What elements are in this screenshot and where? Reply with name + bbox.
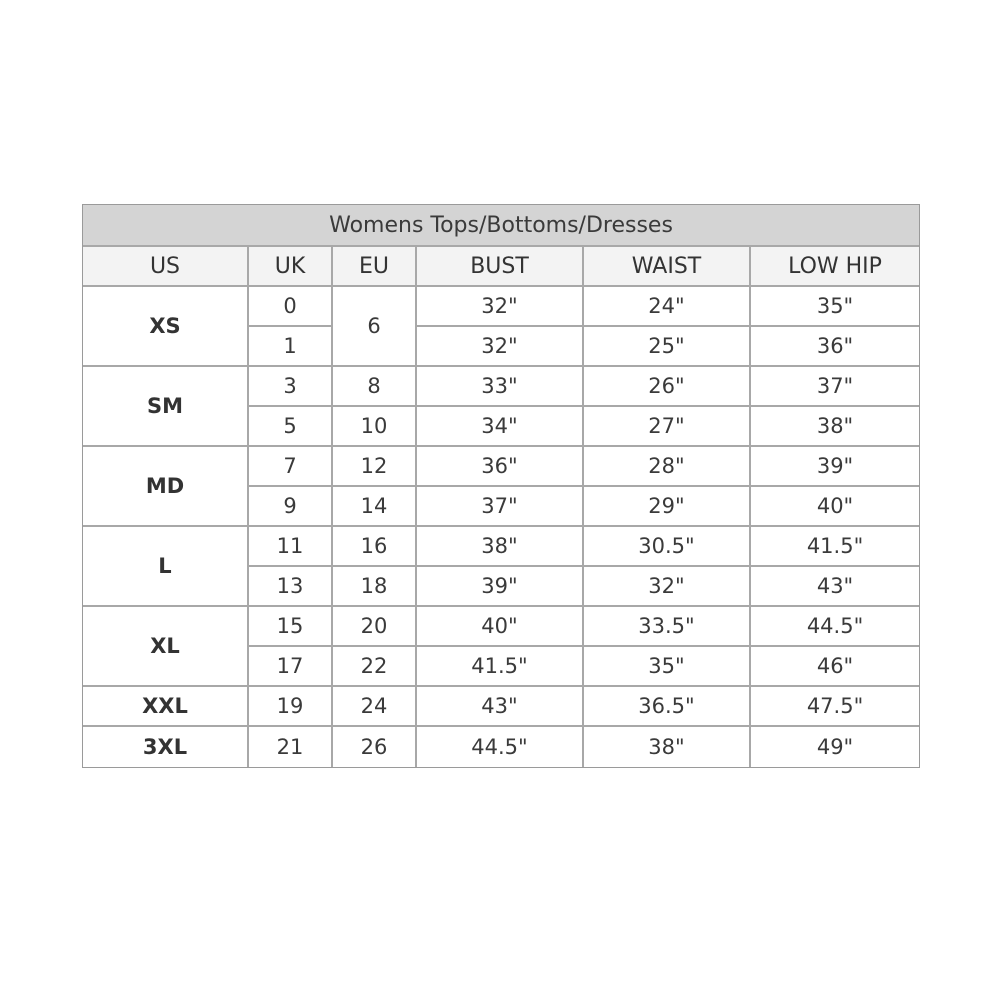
uk-size-cell: 13 — [249, 567, 333, 607]
eu-size-cell: 18 — [333, 567, 417, 607]
bust-cell: 43" — [417, 687, 584, 727]
low-hip-cell: 38" — [751, 407, 919, 447]
eu-size-cell: 6 — [333, 287, 417, 367]
low-hip-cell: 41.5" — [751, 527, 919, 567]
us-size-cell: XL — [83, 607, 249, 687]
us-size-cell: MD — [83, 447, 249, 527]
eu-size-cell: 16 — [333, 527, 417, 567]
us-size-cell: L — [83, 527, 249, 607]
uk-size-cell: 15 — [249, 607, 333, 647]
bust-cell: 39" — [417, 567, 584, 607]
table-row — [83, 607, 919, 647]
bust-cell: 36" — [417, 447, 584, 487]
waist-cell: 35" — [584, 647, 751, 687]
low-hip-cell: 44.5" — [751, 607, 919, 647]
waist-cell: 29" — [584, 487, 751, 527]
uk-size-cell: 19 — [249, 687, 333, 727]
table-row — [83, 367, 919, 407]
table-row — [83, 527, 919, 567]
table-row — [83, 447, 919, 487]
eu-size-cell: 14 — [333, 487, 417, 527]
bust-cell: 41.5" — [417, 647, 584, 687]
eu-size-cell: 22 — [333, 647, 417, 687]
bust-cell: 34" — [417, 407, 584, 447]
waist-cell: 28" — [584, 447, 751, 487]
header-uk: UK — [249, 247, 333, 287]
uk-size-cell: 21 — [249, 727, 333, 767]
table-row — [83, 687, 919, 727]
us-size-cell: XXL — [83, 687, 249, 727]
bust-cell: 32" — [417, 287, 584, 327]
us-size-cell: XS — [83, 287, 249, 367]
eu-size-cell: 24 — [333, 687, 417, 727]
low-hip-cell: 35" — [751, 287, 919, 327]
waist-cell: 38" — [584, 727, 751, 767]
waist-cell: 30.5" — [584, 527, 751, 567]
header-eu: EU — [333, 247, 417, 287]
bust-cell: 44.5" — [417, 727, 584, 767]
table-row — [83, 287, 919, 327]
us-size-cell: 3XL — [83, 727, 249, 767]
waist-cell: 32" — [584, 567, 751, 607]
bust-cell: 32" — [417, 327, 584, 367]
header-bust: BUST — [417, 247, 584, 287]
low-hip-cell: 36" — [751, 327, 919, 367]
eu-size-cell: 8 — [333, 367, 417, 407]
eu-size-cell: 20 — [333, 607, 417, 647]
bust-cell: 40" — [417, 607, 584, 647]
waist-cell: 24" — [584, 287, 751, 327]
table-title: Womens Tops/Bottoms/Dresses — [83, 205, 919, 247]
uk-size-cell: 11 — [249, 527, 333, 567]
uk-size-cell: 9 — [249, 487, 333, 527]
low-hip-cell: 39" — [751, 447, 919, 487]
uk-size-cell: 0 — [249, 287, 333, 327]
low-hip-cell: 37" — [751, 367, 919, 407]
header-us: US — [83, 247, 249, 287]
header-low-hip: LOW HIP — [751, 247, 919, 287]
bust-cell: 38" — [417, 527, 584, 567]
low-hip-cell: 49" — [816, 735, 854, 759]
waist-cell: 25" — [584, 327, 751, 367]
bust-cell: 37" — [417, 487, 584, 527]
uk-size-cell: 1 — [249, 327, 333, 367]
size-chart-table — [82, 204, 920, 768]
waist-cell: 36.5" — [584, 687, 751, 727]
waist-cell: 26" — [584, 367, 751, 407]
uk-size-cell: 3 — [249, 367, 333, 407]
low-hip-cell: 40" — [751, 487, 919, 527]
low-hip-cell: 46" — [751, 647, 919, 687]
low-hip-cell: 43" — [751, 567, 919, 607]
table-row — [83, 727, 919, 767]
eu-size-cell: 26 — [333, 727, 417, 767]
eu-size-cell: 10 — [333, 407, 417, 447]
low-hip-cell: 47.5" — [751, 687, 919, 727]
waist-cell: 27" — [584, 407, 751, 447]
header-waist: WAIST — [584, 247, 751, 287]
uk-size-cell: 17 — [249, 647, 333, 687]
us-size-cell: SM — [83, 367, 249, 447]
bust-cell: 33" — [417, 367, 584, 407]
eu-size-cell: 12 — [333, 447, 417, 487]
header-row — [83, 247, 919, 287]
uk-size-cell: 5 — [249, 407, 333, 447]
title-row — [83, 205, 919, 247]
uk-size-cell: 7 — [249, 447, 333, 487]
waist-cell: 33.5" — [584, 607, 751, 647]
